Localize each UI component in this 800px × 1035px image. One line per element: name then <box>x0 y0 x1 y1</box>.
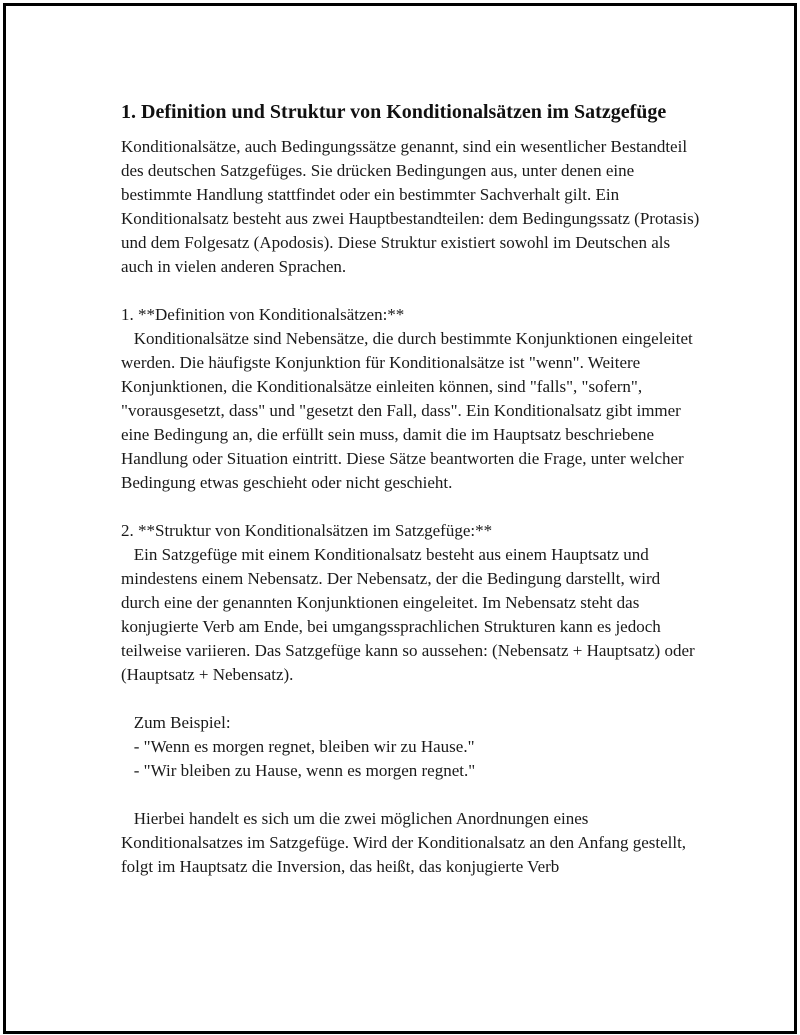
example-item: - "Wir bleiben zu Hause, wenn es morgen regnet." <box>121 761 476 780</box>
section-heading: 1. Definition und Struktur von Konditionalsätzen im Satzgefüge <box>121 101 667 123</box>
closing-paragraph: Hierbei handelt es sich um die zwei möglichen Anordnungen eines Konditionalsatzes im Satzgefüge. Wird der Konditionalsatz an den Anfang gestellt, folgt im Hauptsatz die Inversion, das heißt, das konjugierte Verb <box>121 809 691 876</box>
intro-paragraph: Konditionalsätze, auch Bedingungssätze genannt, sind ein wesentlicher Bestandteil des deutschen Satzgefüges. Sie drücken Bedingungen aus, unter denen eine bestimmte Handlung stattfindet oder ein bestimmter Sachverhalt gilt. Ein Konditionalsatz besteht aus zwei Hauptbestandteilen: dem Bedingungssatz (Protasis) und dem Folgesatz (Apodosis). Diese Struktur existiert sowohl im Deutschen als auch in vielen anderen Sprachen. <box>121 137 704 276</box>
structure-title: 2. **Struktur von Konditionalsätzen im Satzgefüge:** <box>121 521 493 540</box>
example-item: - "Wenn es morgen regnet, bleiben wir zu Hause." <box>121 737 475 756</box>
page-frame <box>3 3 797 1034</box>
definition-title: 1. **Definition von Konditionalsätzen:** <box>121 305 405 324</box>
document-content <box>121 99 704 879</box>
structure-paragraph: Ein Satzgefüge mit einem Konditionalsatz besteht aus einem Hauptsatz und mindestens einem Nebensatz. Der Nebensatz, der die Bedingung darstellt, wird durch eine der genannten Konjunktionen eingeleitet. Im Nebensatz steht das konjugierte Verb am Ende, bei umgangssprachlichen Strukturen kann es jedoch teilweise variieren. Das Satzgefüge kann so aussehen: (Nebensatz + Hauptsatz) oder (Hauptsatz + Nebensatz). <box>121 545 699 684</box>
definition-paragraph: Konditionalsätze sind Nebensätze, die durch bestimmte Konjunktionen eingeleitet werden. Die häufigste Konjunktion für Konditionalsätze ist "wenn". Weitere Konjunktionen, die Konditionalsätze einleiten können, sind "falls", "sofern", "vorausgesetzt, dass" und "gesetzt den Fall, dass". Ein Konditionalsatz gibt immer eine Bedingung an, die erfüllt sein muss, damit die im Hauptsatz beschriebene Handlung oder Situation eintritt. Diese Sätze beantworten die Frage, unter welcher Bedingung etwas geschieht oder nicht geschieht. <box>121 329 697 492</box>
example-label: Zum Beispiel: <box>121 713 231 732</box>
